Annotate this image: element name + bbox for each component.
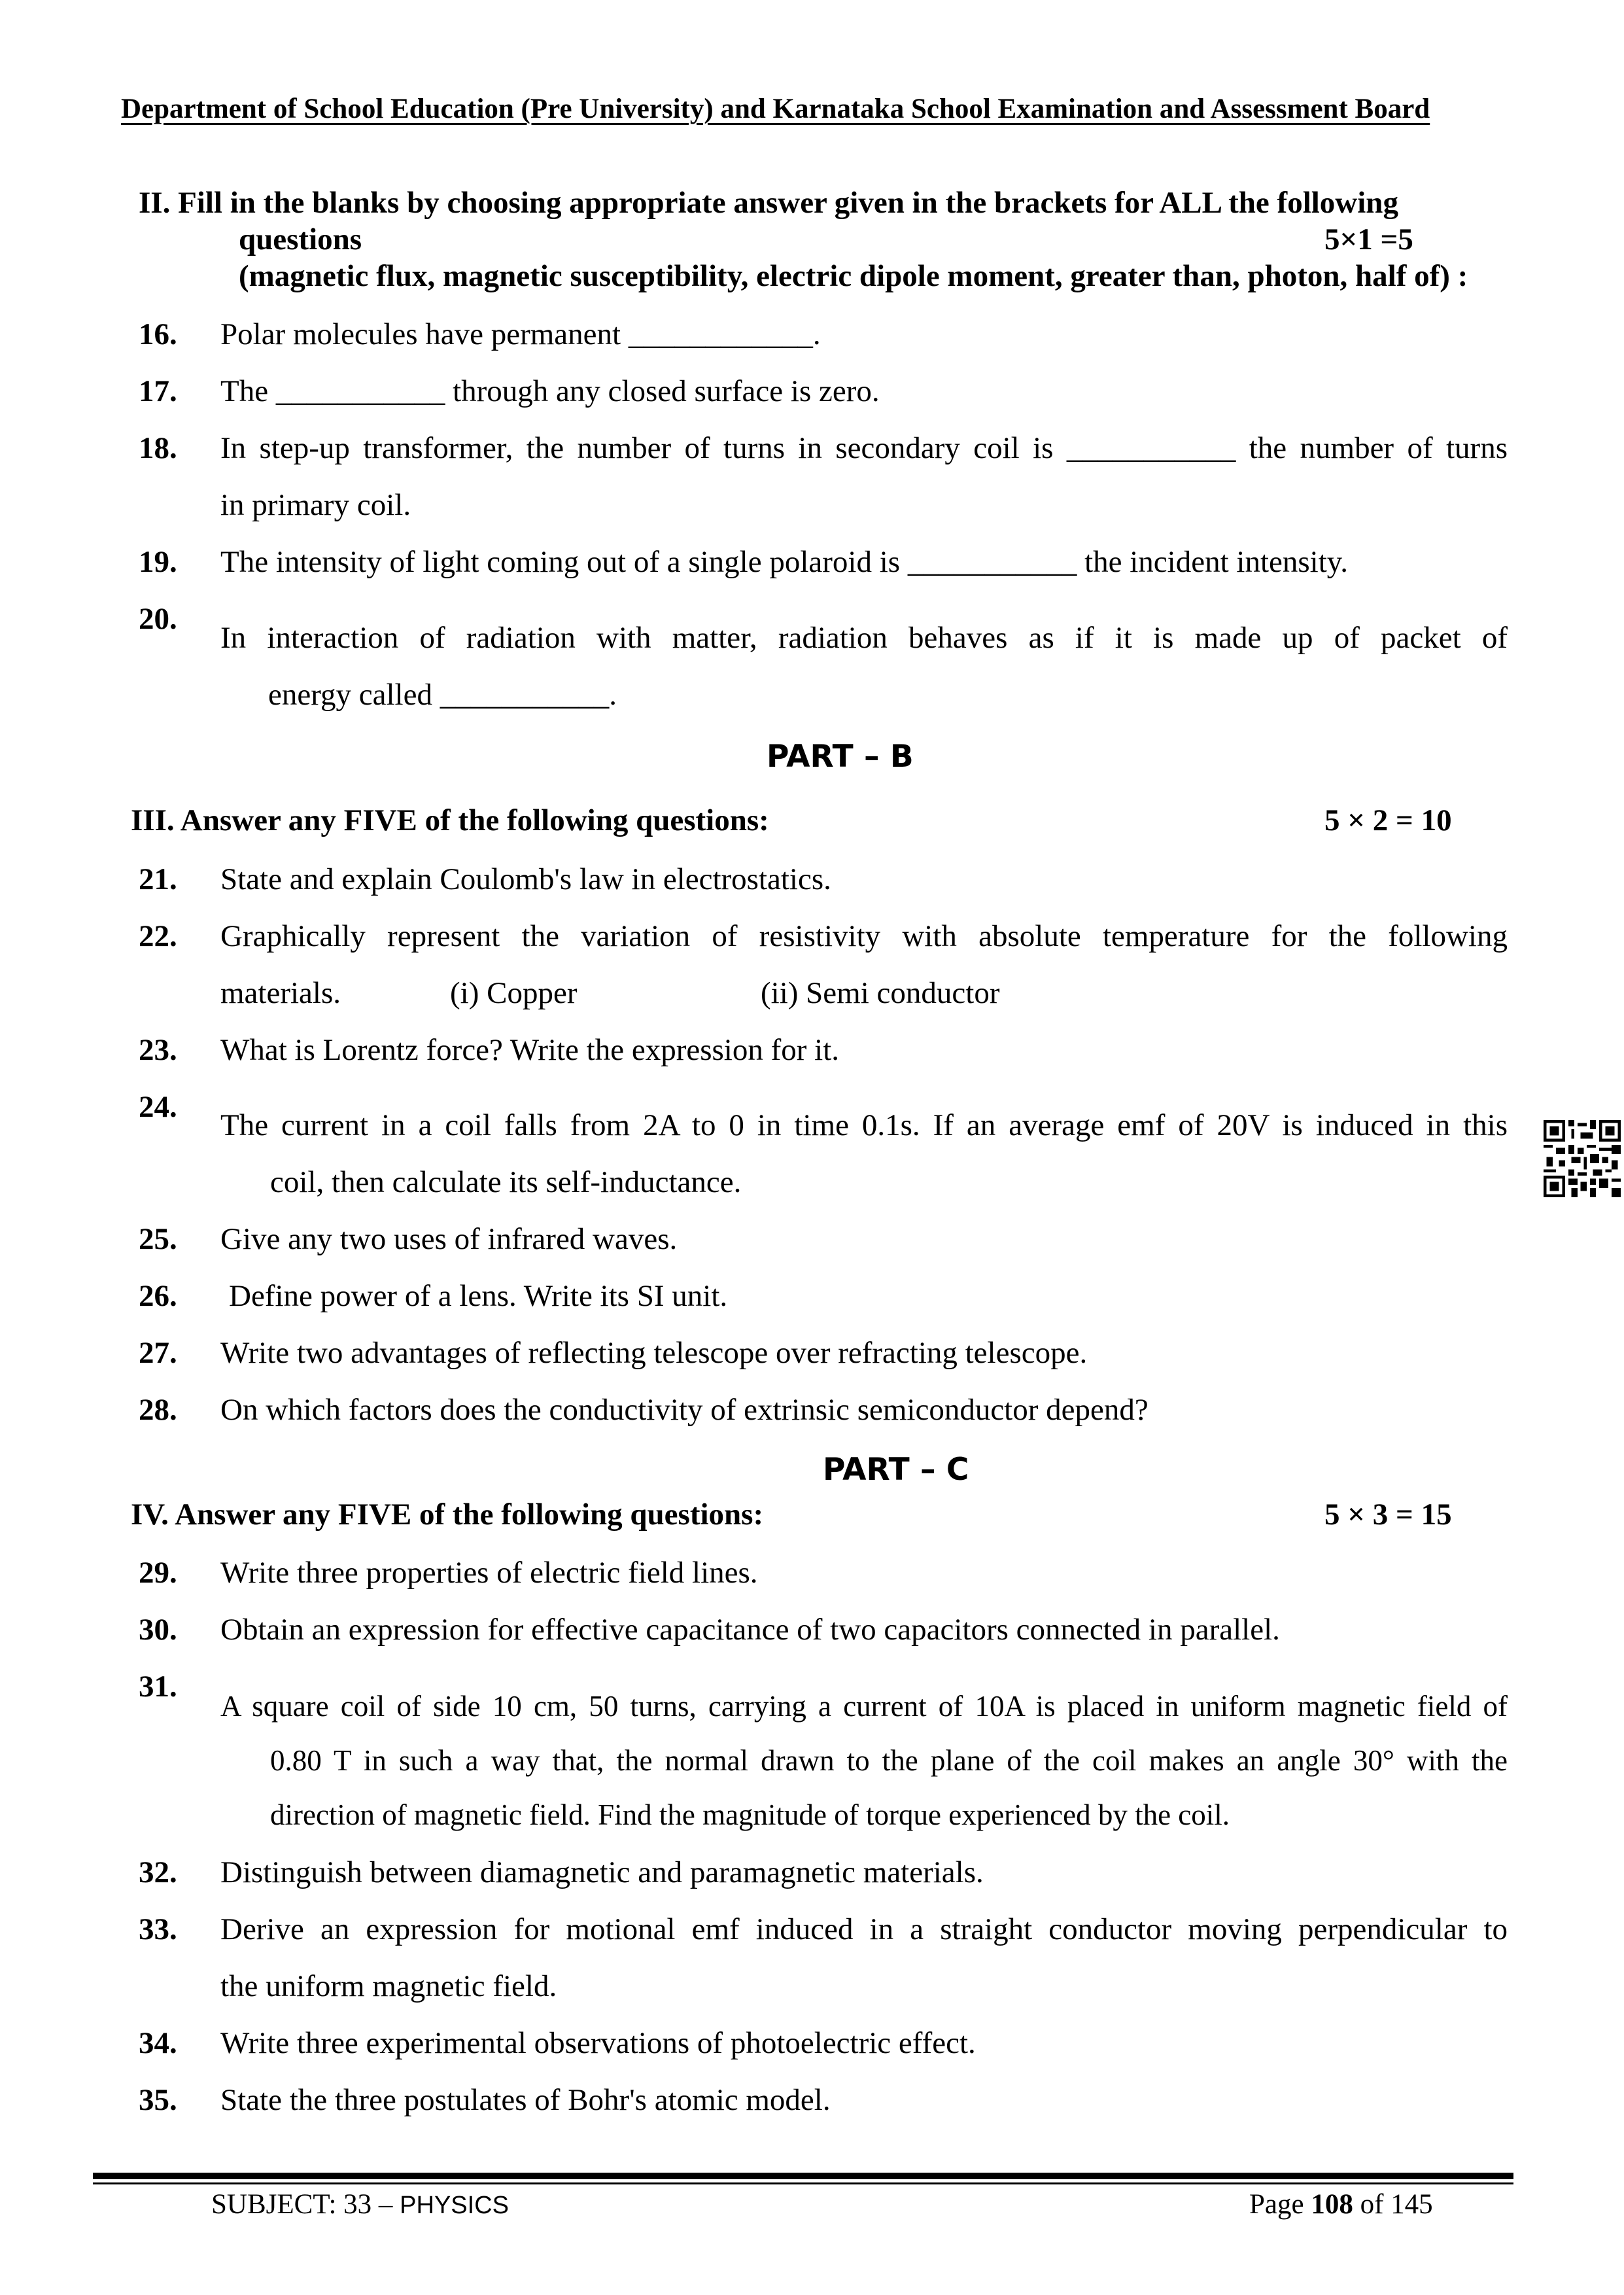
footer-rule-thick	[93, 2173, 1513, 2179]
qr-code-icon	[1544, 1120, 1621, 1197]
question-number: 19.	[139, 545, 177, 579]
footer-subject-prefix: SUBJECT: 33 –	[211, 2189, 393, 2220]
question-text: Graphically represent the variation of resistivity with absolute temperature for the following	[220, 919, 1508, 953]
question-text: Give any two uses of infrared waves.	[220, 1222, 678, 1256]
question-number: 22.	[139, 919, 177, 953]
question-number: 24.	[139, 1090, 177, 1124]
question-text: On which factors does the conductivity of extrinsic semiconductor depend?	[220, 1393, 1149, 1427]
footer-subject	[211, 2188, 509, 2220]
question-number: 31.	[139, 1670, 177, 1704]
question-text: Define power of a lens. Write its SI unit.	[229, 1279, 728, 1313]
question-text: Distinguish between diamagnetic and paramagnetic materials.	[220, 1855, 984, 1889]
question-number: 34.	[139, 2026, 177, 2060]
question-text-continued: 0.80 T in such a way that, the normal drawn to the plane of the coil makes an angle 30° with the	[270, 1744, 1508, 1777]
question-number: 28.	[139, 1393, 177, 1427]
question-text-continued: coil, then calculate its self-inductance.	[270, 1165, 742, 1199]
question-text-continued: energy called ___________.	[268, 678, 617, 712]
part-c-heading: IV. Answer any FIVE of the following questions:	[131, 1498, 764, 1532]
question-text: In step-up transformer, the number of turns in secondary coil is ___________ the number of turns	[220, 431, 1508, 465]
question-number: 21.	[139, 862, 177, 896]
question-text: State and explain Coulomb's law in electrostatics.	[220, 862, 831, 896]
section2-options: (magnetic flux, magnetic susceptibility, electric dipole moment, greater than, photon, half of) :	[239, 259, 1468, 293]
footer-subject-name: PHYSICS	[400, 2192, 509, 2219]
question-number: 35.	[139, 2083, 177, 2117]
question-text: A square coil of side 10 cm, 50 turns, carrying a current of 10A is placed in uniform magnetic field of	[220, 1690, 1508, 1723]
option-copper: (i) Copper	[450, 976, 578, 1010]
question-text: The current in a coil falls from 2A to 0 in time 0.1s. If an average emf of 20V is induced in this	[220, 1108, 1508, 1142]
question-number: 16.	[139, 317, 177, 351]
section2-heading-line2: questions	[239, 222, 362, 256]
footer-page-number: 108	[1311, 2189, 1353, 2220]
part-c-marks: 5 × 3 = 15	[1324, 1498, 1452, 1532]
question-text: Polar molecules have permanent ____________.	[220, 317, 821, 351]
question-number: 27.	[139, 1336, 177, 1370]
question-number: 25.	[139, 1222, 177, 1256]
part-c-title: PART – C	[823, 1452, 969, 1488]
question-number: 20.	[139, 602, 177, 636]
question-text: Write two advantages of reflecting telescope over refracting telescope.	[220, 1336, 1088, 1370]
question-text-continued: in primary coil.	[220, 488, 411, 522]
question-number: 30.	[139, 1613, 177, 1647]
section2-marks: 5×1 =5	[1324, 222, 1413, 256]
question-number: 26.	[139, 1279, 177, 1313]
question-text: State the three postulates of Bohr's atomic model.	[220, 2083, 831, 2117]
question-text: The ___________ through any closed surface is zero.	[220, 374, 880, 408]
question-text-continued: the uniform magnetic field.	[220, 1969, 557, 2003]
footer-page-prefix: Page	[1249, 2189, 1304, 2220]
part-b-marks: 5 × 2 = 10	[1324, 803, 1452, 837]
footer-page-suffix: of 145	[1360, 2189, 1433, 2220]
section2-heading-line1: II. Fill in the blanks by choosing appropriate answer given in the brackets for ALL the following	[139, 186, 1398, 220]
question-number: 29.	[139, 1556, 177, 1590]
question-text: The intensity of light coming out of a single polaroid is ___________ the incident intensity.	[220, 545, 1348, 579]
question-text: Write three properties of electric field lines.	[220, 1556, 758, 1590]
footer-page	[1249, 2188, 1433, 2220]
question-text-continued: direction of magnetic field. Find the magnitude of torque experienced by the coil.	[270, 1798, 1230, 1831]
question-text: What is Lorentz force? Write the expression for it.	[220, 1033, 840, 1067]
question-number: 33.	[139, 1912, 177, 1946]
question-text: In interaction of radiation with matter, radiation behaves as if it is made up of packet of	[220, 621, 1508, 655]
part-b-heading: III. Answer any FIVE of the following questions:	[131, 803, 769, 837]
question-number: 17.	[139, 374, 177, 408]
question-number: 32.	[139, 1855, 177, 1889]
question-text: Obtain an expression for effective capacitance of two capacitors connected in parallel.	[220, 1613, 1280, 1647]
question-number: 18.	[139, 431, 177, 465]
question-text: Write three experimental observations of photoelectric effect.	[220, 2026, 976, 2060]
question-number: 23.	[139, 1033, 177, 1067]
option-semiconductor: (ii) Semi conductor	[761, 976, 1000, 1010]
footer-rule-thin	[93, 2182, 1513, 2184]
question-text: Derive an expression for motional emf induced in a straight conductor moving perpendicular to	[220, 1912, 1508, 1946]
part-b-title: PART – B	[767, 739, 914, 775]
page-header: Department of School Education (Pre University) and Karnataka School Examination and Assessment Board	[121, 94, 1430, 124]
question-text-continued: materials.	[220, 976, 341, 1010]
